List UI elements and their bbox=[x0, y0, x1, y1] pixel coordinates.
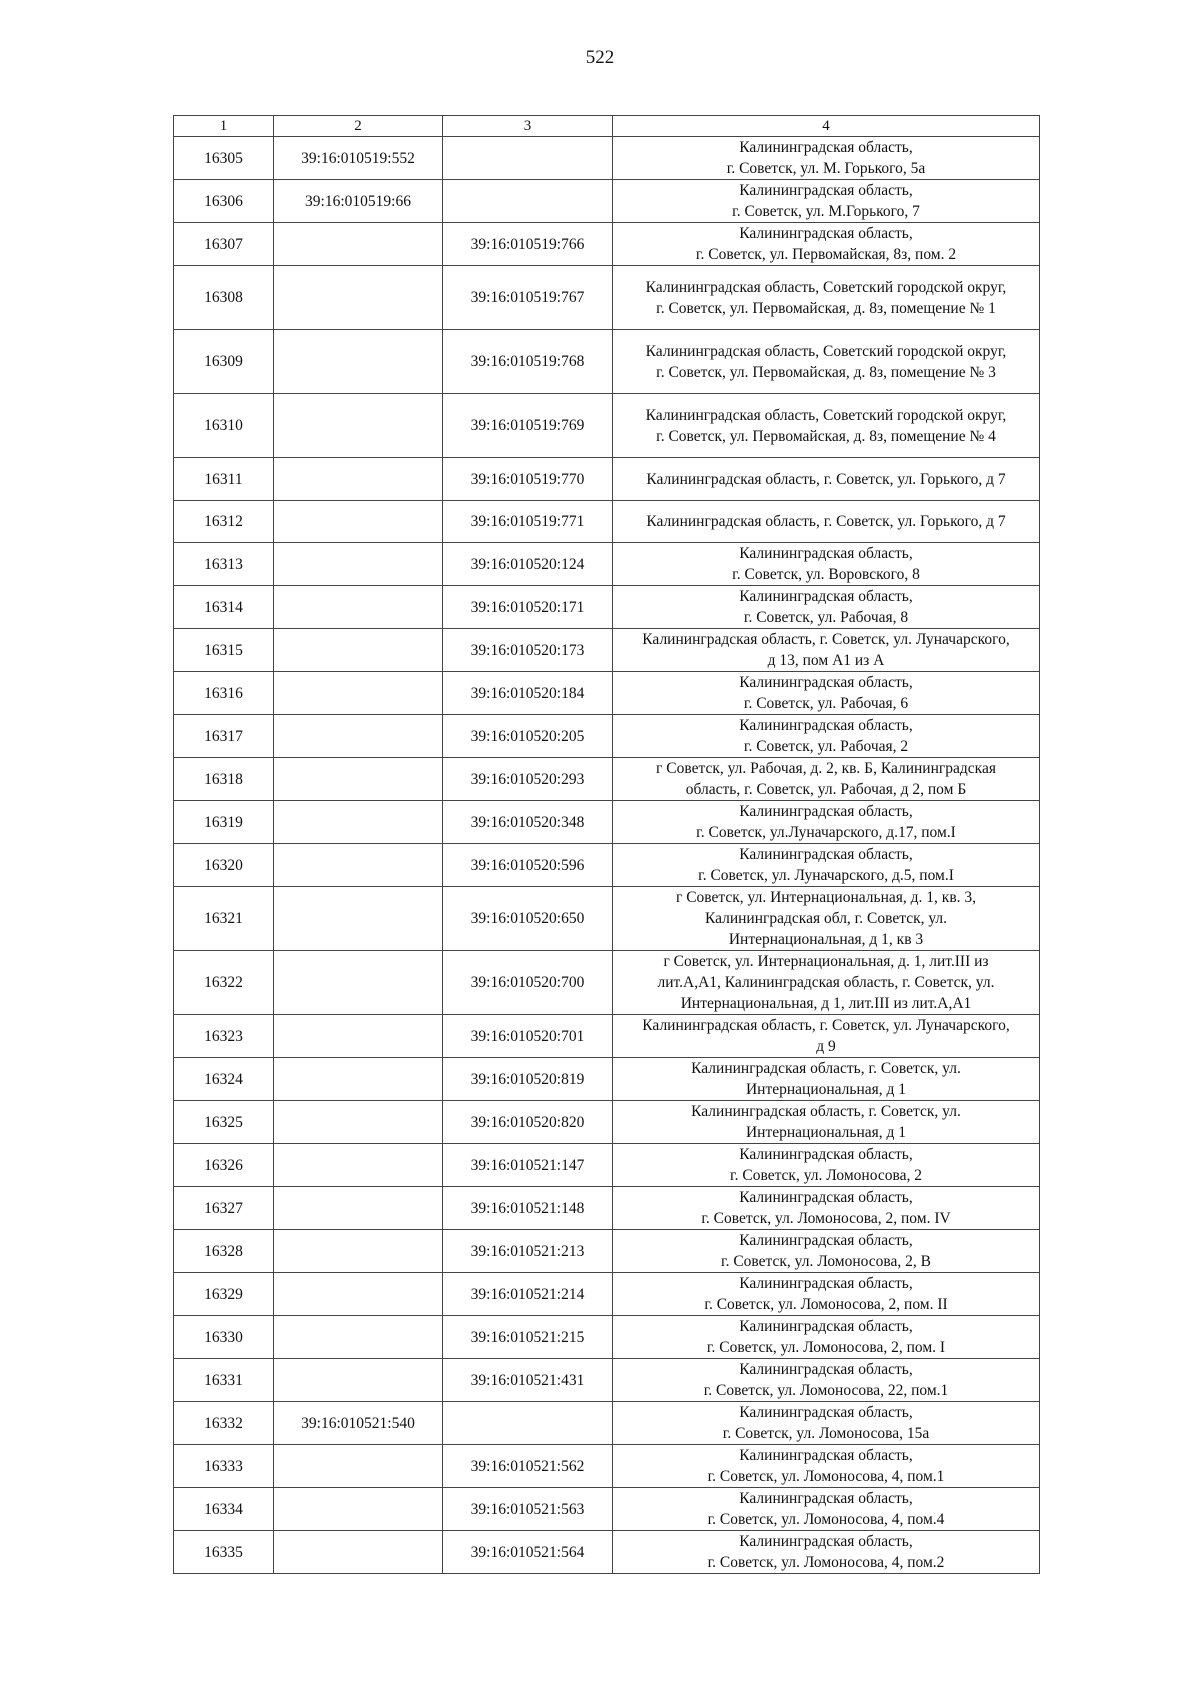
table-row bbox=[174, 715, 1040, 758]
address-line: г. Советск, ул. Ломоносова, 2, пом. I bbox=[706, 1339, 946, 1356]
address-line: Калининградская область, г. Советск, ул. Луначарского, bbox=[642, 1017, 1010, 1034]
cadastral-number-col2-cell bbox=[274, 394, 443, 458]
cadastral-number-col2-cell bbox=[274, 586, 443, 629]
cadastral-number-col2-cell bbox=[274, 223, 443, 266]
table-row bbox=[174, 586, 1040, 629]
row-number-cell: 16326 bbox=[174, 1144, 274, 1187]
row-number-cell: 16322 bbox=[174, 951, 274, 1015]
address-cell bbox=[613, 1230, 1040, 1273]
row-number-cell: 16308 bbox=[174, 266, 274, 330]
table-row bbox=[174, 180, 1040, 223]
address-cell bbox=[613, 394, 1040, 458]
address-cell bbox=[613, 1144, 1040, 1187]
table-row bbox=[174, 1144, 1040, 1187]
cadastral-number-col2-cell bbox=[274, 1015, 443, 1058]
address-line: Интернациональная, д 1 bbox=[745, 1124, 907, 1141]
table-row bbox=[174, 1015, 1040, 1058]
address-line: Калининградская область, bbox=[739, 588, 913, 605]
row-number-cell: 16313 bbox=[174, 543, 274, 586]
table-row bbox=[174, 543, 1040, 586]
address-line: г. Советск, ул. Ломоносова, 22, пом.1 bbox=[703, 1382, 949, 1399]
address-line: г. Советск, ул. Ломоносова, 4, пом.1 bbox=[707, 1468, 945, 1485]
address-line: г Советск, ул. Рабочая, д. 2, кв. Б, Калининградская bbox=[656, 760, 996, 777]
address-cell bbox=[613, 137, 1040, 180]
cadastral-number-col3-cell: 39:16:010520:171 bbox=[443, 586, 613, 629]
address-cell bbox=[613, 1101, 1040, 1144]
address-line: Калининградская область, г. Советск, ул. Горького, д 7 bbox=[646, 470, 1006, 488]
row-number-cell: 16316 bbox=[174, 672, 274, 715]
table-row bbox=[174, 1101, 1040, 1144]
cadastral-number-col3-cell: 39:16:010520:124 bbox=[443, 543, 613, 586]
row-number-cell: 16330 bbox=[174, 1316, 274, 1359]
address-line: Калининградская область, Советский городской округ, bbox=[645, 342, 1007, 360]
address-cell bbox=[613, 458, 1040, 501]
cadastral-number-col2-cell bbox=[274, 330, 443, 394]
cadastral-number-col2-cell bbox=[274, 1531, 443, 1574]
row-number-cell: 16323 bbox=[174, 1015, 274, 1058]
row-number-cell: 16309 bbox=[174, 330, 274, 394]
column-header-3: 3 bbox=[443, 116, 613, 137]
address-line: г. Советск, ул. Рабочая, 2 bbox=[743, 738, 909, 755]
address-line: Калининградская область, bbox=[739, 1189, 913, 1206]
row-number-cell: 16314 bbox=[174, 586, 274, 629]
cadastral-number-col2-cell bbox=[274, 1187, 443, 1230]
cadastral-number-col3-cell: 39:16:010521:563 bbox=[443, 1488, 613, 1531]
row-number-cell: 16328 bbox=[174, 1230, 274, 1273]
address-cell bbox=[613, 715, 1040, 758]
address-line: Калининградская область, bbox=[739, 225, 913, 242]
address-cell bbox=[613, 887, 1040, 951]
row-number-cell: 16333 bbox=[174, 1445, 274, 1488]
cadastral-number-col3-cell: 39:16:010520:650 bbox=[443, 887, 613, 951]
address-line: г Советск, ул. Интернациональная, д. 1, лит.III из bbox=[663, 953, 989, 970]
table-row bbox=[174, 1402, 1040, 1445]
cadastral-number-col2-cell bbox=[274, 1359, 443, 1402]
address-cell bbox=[613, 951, 1040, 1015]
row-number-cell: 16329 bbox=[174, 1273, 274, 1316]
cadastral-number-col3-cell: 39:16:010521:214 bbox=[443, 1273, 613, 1316]
table-row bbox=[174, 801, 1040, 844]
cadastral-number-col2-cell: 39:16:010519:552 bbox=[274, 137, 443, 180]
address-line: г Советск, ул. Интернациональная, д. 1, кв. 3, bbox=[675, 889, 977, 906]
cadastral-number-col3-cell: 39:16:010520:348 bbox=[443, 801, 613, 844]
address-line: г. Советск, ул. Первомайская, д. 8з, помещение № 4 bbox=[656, 427, 996, 445]
address-line: Калининградская область, bbox=[739, 1232, 913, 1249]
cadastral-number-col3-cell: 39:16:010519:768 bbox=[443, 330, 613, 394]
table-row bbox=[174, 137, 1040, 180]
address-line: г. Советск, ул. Первомайская, д. 8з, помещение № 1 bbox=[656, 299, 996, 317]
address-cell bbox=[613, 1445, 1040, 1488]
table-row bbox=[174, 1187, 1040, 1230]
row-number-cell: 16317 bbox=[174, 715, 274, 758]
cadastral-number-col2-cell bbox=[274, 1488, 443, 1531]
cadastral-number-col3-cell bbox=[443, 180, 613, 223]
cadastral-number-col2-cell bbox=[274, 715, 443, 758]
cadastral-number-col3-cell: 39:16:010521:564 bbox=[443, 1531, 613, 1574]
row-number-cell: 16306 bbox=[174, 180, 274, 223]
address-line: Интернациональная, д 1, кв 3 bbox=[728, 931, 924, 948]
cadastral-number-col2-cell bbox=[274, 1316, 443, 1359]
address-line: Калининградская область, bbox=[739, 1533, 913, 1550]
column-header-4: 4 bbox=[613, 116, 1040, 137]
address-cell bbox=[613, 180, 1040, 223]
cadastral-number-col2-cell bbox=[274, 1273, 443, 1316]
row-number-cell: 16325 bbox=[174, 1101, 274, 1144]
table-row bbox=[174, 629, 1040, 672]
address-line: г. Советск, ул. Воровского, 8 bbox=[732, 566, 920, 583]
cadastral-number-col2-cell bbox=[274, 801, 443, 844]
address-line: г. Советск, ул. Ломоносова, 2, пом. II bbox=[704, 1296, 948, 1313]
column-header-1: 1 bbox=[174, 116, 274, 137]
cadastral-number-col3-cell: 39:16:010520:205 bbox=[443, 715, 613, 758]
address-cell bbox=[613, 801, 1040, 844]
cadastral-number-col3-cell: 39:16:010520:184 bbox=[443, 672, 613, 715]
table-row bbox=[174, 951, 1040, 1015]
row-number-cell: 16332 bbox=[174, 1402, 274, 1445]
address-line: Калининградская область, bbox=[739, 1318, 913, 1335]
cadastral-number-col3-cell: 39:16:010519:766 bbox=[443, 223, 613, 266]
cadastral-number-col2-cell bbox=[274, 543, 443, 586]
address-line: г. Советск, ул. М. Горького, 5а bbox=[726, 160, 926, 177]
header-row bbox=[174, 116, 1040, 137]
address-cell bbox=[613, 1316, 1040, 1359]
address-line: Калининградская область, г. Советск, ул. Луначарского, bbox=[642, 631, 1010, 648]
address-line: Калининградская область, bbox=[739, 803, 913, 820]
address-line: г. Советск, ул. Ломоносова, 2 bbox=[730, 1167, 922, 1184]
address-line: г. Советск, ул.Луначарского, д.17, пом.I bbox=[696, 824, 956, 841]
row-number-cell: 16320 bbox=[174, 844, 274, 887]
address-line: Калининградская область, г. Советск, ул. Горького, д 7 bbox=[646, 513, 1006, 530]
cadastral-number-col3-cell: 39:16:010520:700 bbox=[443, 951, 613, 1015]
address-line: Калининградская область, Советский городской округ, bbox=[645, 278, 1007, 296]
address-cell bbox=[613, 1015, 1040, 1058]
row-number-cell: 16310 bbox=[174, 394, 274, 458]
table-row bbox=[174, 1359, 1040, 1402]
cadastral-number-col3-cell: 39:16:010519:771 bbox=[443, 501, 613, 543]
cadastral-number-col3-cell bbox=[443, 1402, 613, 1445]
cadastral-number-col3-cell: 39:16:010519:769 bbox=[443, 394, 613, 458]
address-cell bbox=[613, 1273, 1040, 1316]
row-number-cell: 16319 bbox=[174, 801, 274, 844]
table-row bbox=[174, 1230, 1040, 1273]
address-cell bbox=[613, 266, 1040, 330]
address-line: Калининградская область, bbox=[739, 1404, 913, 1421]
cadastral-number-col2-cell bbox=[274, 758, 443, 801]
address-line: Интернациональная, д 1 bbox=[745, 1081, 907, 1098]
address-line: г. Советск, ул. М.Горького, 7 bbox=[732, 203, 920, 220]
cadastral-number-col3-cell: 39:16:010519:770 bbox=[443, 458, 613, 501]
address-cell bbox=[613, 501, 1040, 543]
address-line: Калининградская область, Советский городской округ, bbox=[645, 406, 1007, 424]
row-number-cell: 16305 bbox=[174, 137, 274, 180]
address-line: Калининградская область, bbox=[739, 674, 913, 691]
address-line: г. Советск, ул. Первомайская, д. 8з, помещение № 3 bbox=[656, 363, 996, 381]
address-cell bbox=[613, 543, 1040, 586]
address-cell bbox=[613, 330, 1040, 394]
row-number-cell: 16307 bbox=[174, 223, 274, 266]
table-row bbox=[174, 1316, 1040, 1359]
row-number-cell: 16335 bbox=[174, 1531, 274, 1574]
table-row bbox=[174, 1488, 1040, 1531]
cadastral-number-col2-cell bbox=[274, 629, 443, 672]
table-row bbox=[174, 458, 1040, 501]
address-line: Калининградская обл, г. Советск, ул. bbox=[704, 910, 948, 927]
address-line: лит.А,А1, Калининградская область, г. Советск, ул. bbox=[657, 974, 995, 991]
cadastral-number-col3-cell bbox=[443, 137, 613, 180]
table-row bbox=[174, 266, 1040, 330]
cadastral-number-col2-cell bbox=[274, 1101, 443, 1144]
address-line: Калининградская область, bbox=[739, 545, 913, 562]
table-row bbox=[174, 672, 1040, 715]
cadastral-number-col3-cell: 39:16:010519:767 bbox=[443, 266, 613, 330]
cadastral-number-col2-cell bbox=[274, 887, 443, 951]
address-line: г. Советск, ул. Ломоносова, 4, пом.2 bbox=[707, 1554, 945, 1571]
cadastral-number-col3-cell: 39:16:010520:819 bbox=[443, 1058, 613, 1101]
address-cell bbox=[613, 1402, 1040, 1445]
table-row bbox=[174, 1058, 1040, 1101]
table-row bbox=[174, 1531, 1040, 1574]
address-line: Калининградская область, г. Советск, ул. bbox=[691, 1060, 961, 1077]
cadastral-number-col3-cell: 39:16:010521:147 bbox=[443, 1144, 613, 1187]
table-row bbox=[174, 1273, 1040, 1316]
cadastral-number-col3-cell: 39:16:010520:596 bbox=[443, 844, 613, 887]
row-number-cell: 16321 bbox=[174, 887, 274, 951]
address-cell bbox=[613, 1488, 1040, 1531]
table-row bbox=[174, 394, 1040, 458]
cadastral-number-col2-cell bbox=[274, 1230, 443, 1273]
address-line: г. Советск, ул. Ломоносова, 2, В bbox=[720, 1253, 931, 1270]
address-line: Интернациональная, д 1, лит.III из лит.А,А1 bbox=[680, 995, 972, 1012]
row-number-cell: 16327 bbox=[174, 1187, 274, 1230]
cadastral-number-col3-cell: 39:16:010520:173 bbox=[443, 629, 613, 672]
address-line: д 9 bbox=[816, 1038, 836, 1055]
cadastral-number-col3-cell: 39:16:010521:562 bbox=[443, 1445, 613, 1488]
cadastral-number-col3-cell: 39:16:010521:215 bbox=[443, 1316, 613, 1359]
address-cell bbox=[613, 1359, 1040, 1402]
cadastral-number-col2-cell: 39:16:010519:66 bbox=[274, 180, 443, 223]
cadastral-number-col2-cell bbox=[274, 672, 443, 715]
address-cell bbox=[613, 223, 1040, 266]
address-line: г. Советск, ул. Ломоносова, 15а bbox=[722, 1425, 930, 1442]
row-number-cell: 16312 bbox=[174, 501, 274, 543]
address-cell bbox=[613, 1058, 1040, 1101]
address-line: г. Советск, ул. Рабочая, 6 bbox=[743, 695, 909, 712]
row-number-cell: 16315 bbox=[174, 629, 274, 672]
table-row bbox=[174, 330, 1040, 394]
address-line: Калининградская область, bbox=[739, 717, 913, 734]
row-number-cell: 16331 bbox=[174, 1359, 274, 1402]
cadastral-number-col2-cell bbox=[274, 951, 443, 1015]
address-line: д 13, пом А1 из А bbox=[767, 652, 885, 669]
address-line: Калининградская область, bbox=[739, 1490, 913, 1507]
cadastral-number-col3-cell: 39:16:010521:431 bbox=[443, 1359, 613, 1402]
address-cell bbox=[613, 844, 1040, 887]
row-number-cell: 16311 bbox=[174, 458, 274, 501]
table-row bbox=[174, 844, 1040, 887]
row-number-cell: 16334 bbox=[174, 1488, 274, 1531]
address-cell bbox=[613, 1531, 1040, 1574]
cadastral-number-col2-cell bbox=[274, 458, 443, 501]
address-line: область, г. Советск, ул. Рабочая, д 2, пом Б bbox=[685, 781, 967, 798]
table-body bbox=[174, 137, 1040, 1574]
address-line: Калининградская область, bbox=[739, 1447, 913, 1464]
address-cell bbox=[613, 758, 1040, 801]
row-number-cell: 16318 bbox=[174, 758, 274, 801]
column-header-2: 2 bbox=[274, 116, 443, 137]
table-header bbox=[174, 116, 1040, 137]
address-line: г. Советск, ул. Рабочая, 8 bbox=[743, 609, 909, 626]
table-row bbox=[174, 887, 1040, 951]
cadastral-number-col2-cell bbox=[274, 844, 443, 887]
table-row bbox=[174, 758, 1040, 801]
cadastral-number-col2-cell bbox=[274, 501, 443, 543]
page-number: 522 bbox=[585, 47, 615, 68]
cadastral-number-col2-cell bbox=[274, 1058, 443, 1101]
address-line: г. Советск, ул. Луначарского, д.5, пом.I bbox=[698, 867, 954, 884]
table-row bbox=[174, 501, 1040, 543]
table-row bbox=[174, 223, 1040, 266]
registry-table bbox=[173, 115, 1040, 1574]
cadastral-number-col3-cell: 39:16:010520:701 bbox=[443, 1015, 613, 1058]
cadastral-number-col2-cell bbox=[274, 1144, 443, 1187]
cadastral-number-col3-cell: 39:16:010521:148 bbox=[443, 1187, 613, 1230]
address-line: г. Советск, ул. Ломоносова, 4, пом.4 bbox=[707, 1511, 945, 1528]
address-line: г. Советск, ул. Первомайская, 8з, пом. 2 bbox=[695, 246, 957, 263]
address-cell bbox=[613, 1187, 1040, 1230]
table-row bbox=[174, 1445, 1040, 1488]
address-line: Калининградская область, bbox=[739, 182, 913, 199]
address-line: Калининградская область, bbox=[739, 1275, 913, 1292]
address-line: Калининградская область, г. Советск, ул. bbox=[691, 1103, 961, 1120]
address-line: Калининградская область, bbox=[739, 1146, 913, 1163]
address-line: Калининградская область, bbox=[739, 139, 913, 156]
address-cell bbox=[613, 672, 1040, 715]
cadastral-number-col2-cell: 39:16:010521:540 bbox=[274, 1402, 443, 1445]
cadastral-number-col2-cell bbox=[274, 1445, 443, 1488]
cadastral-number-col3-cell: 39:16:010521:213 bbox=[443, 1230, 613, 1273]
cadastral-number-col3-cell: 39:16:010520:820 bbox=[443, 1101, 613, 1144]
cadastral-number-col3-cell: 39:16:010520:293 bbox=[443, 758, 613, 801]
address-line: г. Советск, ул. Ломоносова, 2, пом. IV bbox=[701, 1210, 951, 1227]
address-cell bbox=[613, 586, 1040, 629]
address-line: Калининградская область, bbox=[739, 1361, 913, 1378]
cadastral-number-col2-cell bbox=[274, 266, 443, 330]
address-line: Калининградская область, bbox=[739, 846, 913, 863]
row-number-cell: 16324 bbox=[174, 1058, 274, 1101]
address-cell bbox=[613, 629, 1040, 672]
